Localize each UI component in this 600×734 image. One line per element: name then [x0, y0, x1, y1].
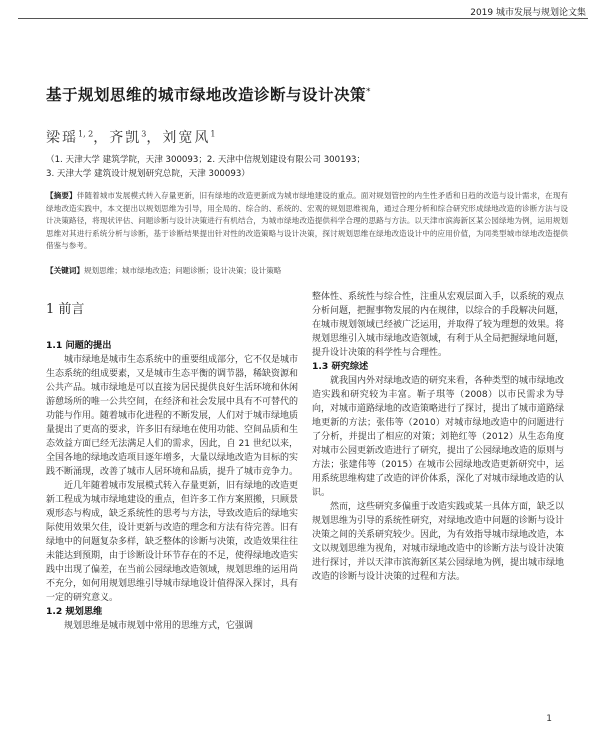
page-number: 1 [546, 714, 552, 724]
section-heading-introduction: 1 前言 [46, 302, 85, 317]
abstract-text: 伴随着城市发展模式转入存量更新，旧有绿地的改造更新成为城市绿地建设的重点。面对规划管控的内生性矛盾和日趋的改造与设计需求，在现有绿地改造实践中，本文提出以规划思维为引导，用全局的、综合的、系统的、宏观的规划思维视角，通过合理分析和综合研究形成绿地改造的诊断方法与设计决策路径，将现状评估、问题诊断与设计决策进行有机结合，为城市绿地改造提供科学合理的思路与方法。以天津市滨海新区某公园绿地为例，运用规划思维对其进行系统分析与诊断，基于诊断结果提出针对性的改造策略与设计决策，探讨规划思维在绿地改造设计中的应用价值，为同类型城市绿地改造提供借鉴与参考。 [46, 191, 569, 250]
author-affil-mark: 1, 2 [78, 129, 94, 139]
author-list [46, 127, 215, 147]
author-name: 齐凯 [109, 130, 142, 146]
affiliation-line-2: 3. 天津大学 建筑设计规划研究总院，天津 300093） [46, 169, 250, 179]
paragraph: 规划思维是城市规划中常用的思维方式，它强调 [64, 621, 254, 631]
subsection-heading-1-2: 1.2 规划思维 [46, 606, 103, 617]
paragraph: 就我国内外对绿地改造的研究来看，各种类型的城市绿地改造实践和研究较为丰富。靳子琪等（2008）以市民需求为导向，对城市道路绿地的改造策略进行了探讨，提出了城市道路绿地更新的方法；张伟等（2010）对城市绿地改造中的问题进行了分析，并提出了相应的对策；刘艳红等（2012）从生态角度对城市公园更新改造进行了研究，提出了公园绿地改造的原则与方法；张建伟等（2015）在城市公园绿地改造更新研究中，运用系统思维构建了改造的评价体系，深化了对城市绿地改造的认识。 [312, 376, 565, 498]
left-column [46, 290, 298, 633]
paragraph-continued: 整体性、系统性与综合性，注重从宏观层面入手，以系统的观点分析问题，把握事物发展的内在规律，以综合的手段解决问题，在城市规划领域已经被广泛运用，并取得了较为理想的效果。将规划思维引入城市绿地改造领域，有利于从全局把握绿地问题，提升设计决策的科学性与合理性。 [312, 292, 565, 358]
subsection-heading-1-3: 1.3 研究综述 [312, 361, 369, 372]
keywords-label: 【关键词】 [46, 266, 84, 275]
affiliation-line-1: （1. 天津大学 建筑学院，天津 300093；2. 天津中信规划建设有限公司 300193； [46, 155, 366, 165]
author-name: 梁瑶 [46, 130, 78, 146]
keywords [46, 265, 568, 276]
author-affil-mark: 3 [141, 129, 147, 139]
title-text: 基于规划思维的城市绿地改造诊断与设计决策 [46, 86, 367, 104]
paper-title [46, 83, 566, 105]
paragraph: 城市绿地是城市生态系统中的重要组成部分，它不仅是城市生态系统的组成要素，又是城市生态平衡的调节器，稀缺资源和公共产品。城市绿地是可以直接为居民提供良好生活环境和休闲游憩场所的唯一公共空间，在经济和社会发展中具有不可替代的功能与作用。随着城市化进程的不断发展，人们对于城市绿地质量提出了更高的要求，许多旧有绿地在使用功能、空间品质和生态效益方面已经无法满足人们的需求，因此，自 21 世纪以来，全国各地的绿地改造项目逐年增多，大量以绿地改造为目标的实践不断涌现，改善了城市人居环境和品质，提升了城市竞争力。 [46, 355, 299, 477]
paragraph: 然而，这些研究多偏重于改造实践或某一具体方面，缺乏以规划思维为引导的系统性研究，对绿地改造中问题的诊断与设计决策之间的关系研究较少。因此，为有效指导城市绿地改造，本文以规划思维为视角，对城市绿地改造中的诊断方法与设计决策进行探讨，并以天津市滨海新区某公园绿地为例，提出城市绿地改造的诊断与设计决策的过程和方法。 [312, 502, 565, 582]
author-separator: ， [93, 130, 110, 146]
paragraph: 近几年随着城市发展模式转入存量更新，旧有绿地的改造更新工程成为城市绿地建设的重点，但许多工作方案照搬，只顾景观形态与构成，缺乏系统性的思考与方法，导致改造后的绿地实际使用效果欠佳，设计更新与改造的理念和方法有待完善。旧有绿地中的问题复杂多样，缺乏整体的诊断与决策，改造效果往往未能达到预期，由于诊断设计环节存在的不足，使得绿地改造实践中出现了偏差，在当前公园绿地改造领域，规划思维的运用尚不充分，如何用规划思维引导城市绿地设计值得深入探讨，具有一定的研究意义。 [46, 481, 299, 603]
journal-header: 2019 城市发展与规划论文集 [470, 8, 586, 18]
abstract-label: 【摘要】 [46, 191, 77, 200]
title-footnote-mark: * [366, 86, 372, 97]
abstract [46, 190, 568, 253]
header-rule [18, 18, 588, 19]
author-name: 刘宽风 [162, 130, 211, 146]
keywords-text: 规划思维；城市绿地改造；问题诊断；设计决策；设计策略 [83, 266, 282, 275]
author-separator: ， [146, 130, 163, 146]
right-column [312, 290, 564, 584]
subsection-heading-1-1: 1.1 问题的提出 [46, 340, 112, 351]
author-affil-mark: 1 [210, 129, 216, 139]
